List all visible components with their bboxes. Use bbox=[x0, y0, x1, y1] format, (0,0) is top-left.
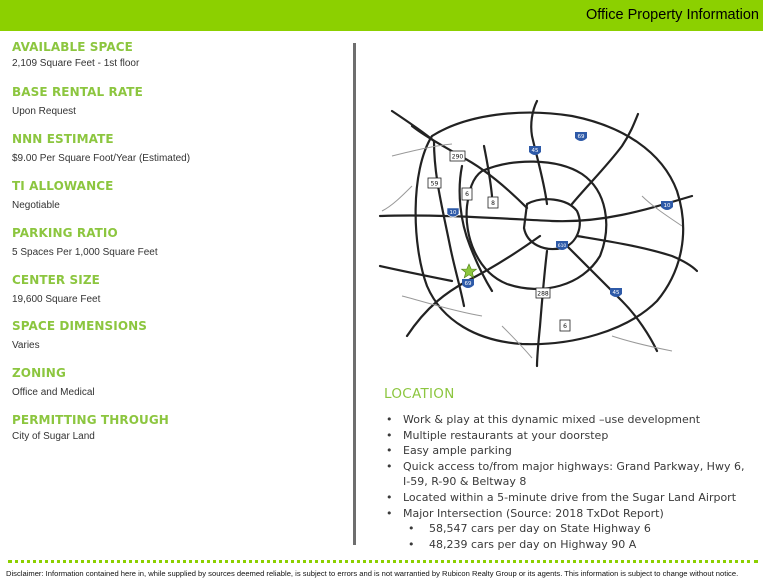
list-item bbox=[384, 490, 754, 506]
bullet-icon: • bbox=[386, 413, 393, 426]
field-ti-allowance bbox=[12, 179, 332, 211]
interstate-shield-45-south bbox=[610, 288, 622, 297]
svg-text:69: 69 bbox=[464, 281, 472, 287]
highway-shield-59 bbox=[428, 178, 441, 188]
bullet-icon: • bbox=[386, 490, 393, 504]
bullet-text: Major Intersection (Source: 2018 TxDot Report) bbox=[403, 506, 664, 520]
bullet-icon: • bbox=[386, 444, 393, 458]
svg-text:288: 288 bbox=[537, 290, 549, 298]
bullet-icon: • bbox=[386, 506, 393, 520]
svg-text:59: 59 bbox=[430, 180, 439, 188]
bullet-text: Located within a 5-minute drive from the Sugar Land Airport bbox=[403, 490, 737, 504]
location-map bbox=[372, 96, 698, 368]
interstate-shield-69-north bbox=[575, 132, 587, 141]
sub-list-container bbox=[384, 521, 754, 552]
bullet-text: Work & play at this dynamic mixed –use development bbox=[403, 413, 701, 426]
svg-text:6: 6 bbox=[465, 191, 469, 198]
field-value: $9.00 Per Square Foot/Year (Estimated) bbox=[12, 153, 191, 164]
field-label: PERMITTING THROUGH bbox=[12, 413, 169, 427]
field-parking-ratio bbox=[12, 226, 332, 258]
list-item bbox=[384, 412, 754, 428]
field-value: Negotiable bbox=[12, 200, 60, 211]
field-label: CENTER SIZE bbox=[12, 273, 100, 287]
highway-shield-290 bbox=[450, 151, 465, 161]
bullet-icon: • bbox=[386, 459, 393, 473]
svg-text:69: 69 bbox=[577, 134, 585, 140]
field-base-rental-rate bbox=[12, 85, 332, 117]
footer-divider bbox=[8, 560, 758, 563]
svg-text:10: 10 bbox=[663, 203, 671, 209]
property-marker-star-icon bbox=[462, 264, 477, 278]
location-heading: LOCATION bbox=[384, 386, 455, 402]
svg-text:45: 45 bbox=[612, 290, 620, 296]
header-bar bbox=[0, 0, 763, 31]
field-value: Upon Request bbox=[12, 106, 76, 117]
bullet-icon: • bbox=[386, 428, 393, 442]
highway-shield-6 bbox=[462, 188, 472, 200]
list-item bbox=[408, 521, 754, 537]
loop-shield-610 bbox=[556, 241, 568, 250]
field-label: PARKING RATIO bbox=[12, 226, 118, 240]
field-value: 19,600 Square Feet bbox=[12, 294, 101, 305]
field-label: NNN ESTIMATE bbox=[12, 132, 114, 146]
bullet-text: Multiple restaurants at your doorstep bbox=[403, 428, 609, 442]
column-divider bbox=[353, 43, 356, 545]
highway-shield-6-south bbox=[560, 320, 570, 331]
svg-text:6: 6 bbox=[563, 323, 567, 330]
list-item bbox=[384, 506, 754, 522]
map-minor-roads bbox=[382, 144, 682, 358]
bullet-text: 48,239 cars per day on Highway 90 A bbox=[429, 537, 637, 551]
page-title: Office Property Information bbox=[585, 7, 759, 23]
field-label: ZONING bbox=[12, 366, 66, 380]
list-item bbox=[408, 537, 754, 553]
field-label: SPACE DIMENSIONS bbox=[12, 319, 148, 333]
field-label: TI ALLOWANCE bbox=[12, 179, 114, 193]
field-value: Varies bbox=[12, 340, 40, 351]
field-value: 5 Spaces Per 1,000 Square Feet bbox=[12, 247, 158, 258]
traffic-counts bbox=[384, 521, 754, 552]
field-zoning bbox=[12, 366, 332, 398]
bullet-text: 58,547 cars per day on State Highway 6 bbox=[429, 522, 651, 536]
field-nnn-estimate bbox=[12, 132, 332, 164]
field-label: BASE RENTAL RATE bbox=[12, 85, 143, 99]
list-item bbox=[384, 443, 754, 459]
bullet-text: Quick access to/from major highways: Grand Parkway, Hwy 6, I-59, R-90 & Beltway 8 bbox=[403, 459, 745, 489]
svg-text:290: 290 bbox=[451, 153, 464, 161]
field-space-dimensions bbox=[12, 319, 332, 351]
field-center-size bbox=[12, 273, 332, 305]
field-available-space bbox=[12, 40, 332, 69]
interstate-shield-10-east bbox=[661, 201, 673, 210]
field-value: City of Sugar Land bbox=[12, 431, 95, 442]
interstate-shield-69-south bbox=[462, 279, 474, 288]
disclaimer-text: Disclaimer: Information contained here in, while supplied by sources deemed reliable, is subject to errors and is not warrantied by Rubicon Realty Group or its agents. This information is subject to change without notice. bbox=[6, 569, 739, 578]
list-item bbox=[384, 459, 754, 490]
interstate-shield-45-north bbox=[529, 146, 541, 155]
interstate-shield-10-west bbox=[447, 208, 459, 217]
field-label: AVAILABLE SPACE bbox=[12, 40, 133, 54]
svg-text:610: 610 bbox=[557, 244, 567, 249]
location-bullets bbox=[384, 412, 754, 552]
highway-shield-288 bbox=[536, 288, 550, 298]
svg-text:45: 45 bbox=[531, 148, 539, 154]
field-value: Office and Medical bbox=[12, 387, 95, 398]
field-value: 2,109 Square Feet - 1st floor bbox=[12, 58, 140, 69]
svg-text:8: 8 bbox=[491, 200, 495, 207]
svg-text:10: 10 bbox=[449, 210, 457, 216]
bullet-text: Easy ample parking bbox=[403, 444, 512, 458]
field-permitting-through bbox=[12, 413, 332, 442]
bullet-icon: • bbox=[408, 537, 415, 551]
map-highways bbox=[380, 101, 697, 366]
bullet-icon: • bbox=[408, 522, 415, 536]
list-item bbox=[384, 428, 754, 444]
highway-shield-8 bbox=[488, 197, 498, 208]
